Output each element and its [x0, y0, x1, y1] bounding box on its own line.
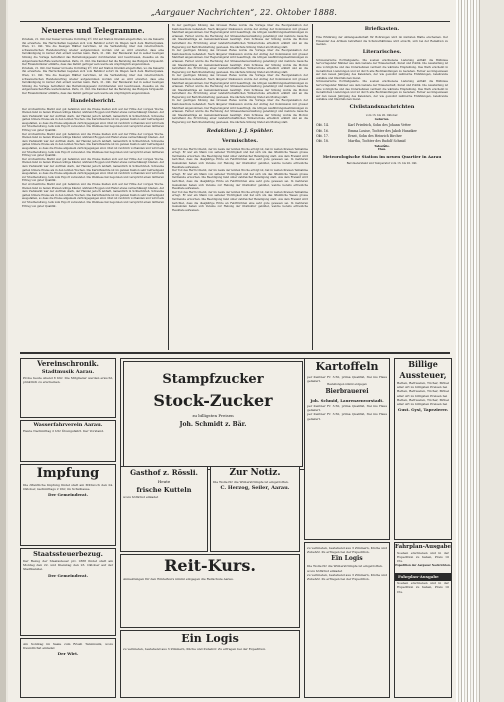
ads-top-rule — [20, 352, 450, 354]
scan-shadow — [0, 0, 6, 702]
editor-signature: Redaktion: J. J. Spühler. — [206, 127, 274, 134]
news-headline: Neueres und Telegramme. — [41, 26, 145, 35]
ad-vaccination: Impfung Die öffentliche Impfung findet statt am Mittwoch den 24. Oktober, nachmittags 2 Uhr, im Schulhause. Der Gemeinderat. — [20, 464, 116, 546]
ad-sugar: Stampfzucker Stock-Zucker zu billigsten Preisen Joh. Schmidt z. Bär. — [120, 358, 306, 470]
registry-row: Okt. 17. Ernst, Sohn des Heinrich Bircher — [316, 133, 402, 138]
newspaper-page — [8, 0, 480, 702]
stacked-page-edges — [456, 0, 480, 702]
registry-row: Okt. 14. Karl Friedrich, Sohn des Johann Vetter — [316, 123, 411, 128]
ad-timetable: Fahrplan-Ausgabe Soeben erschienen und in der Expedition zu haben, Preis 10 Cts. Expedition der Aargauer Nachrichten. Fahrplan-Ausgabe Soeben erschienen und in der Expedition zu haben, Preis 10 Cts. — [394, 542, 452, 698]
trade-text-cont2: Der wöchentliche Markt war gut befahren und die Preise hielten sich auf der Höhe der vorigen Woche. Weizen fand zu festen Preisen willige Käufer, während Roggen und Hafer etwas vernachlässigt blieben. Auf dem Viehmarkt war der Auftrieb stark, der Handel jedoch lebhaft, namentlich in Schlachtvieh. Schweine galten höhere Preise als in den letzten Wochen. Die Kartoffelernte ist im ganzen Kanton sehr befriedigend ausgefallen, so dass die Preise allgemein zurückgegangen sind. Obst ist reichlich vorhanden und wird teils zur Mostbereitung, teils zum Export verwendet. Die Weinlese hat begonnen und verspricht einen mittleren Ertrag von guter Qualität. — [22, 157, 164, 183]
ad-riding-course: Reit-Kurs. Anmeldungen für den Winterkurs nimmt entgegen die Reitschule Aarau. — [120, 554, 300, 628]
ad-rowing-club: Wasserfahrverein Aarau. Heute Nachmittag 2 Uhr Übungsfahrt. Der Vorstand. — [20, 420, 116, 462]
ad-dance: Am Sonntag im Saale zum Rössli Tanzmusik, wozu freundlichst einladet Der Wirt. — [20, 638, 116, 698]
ad-various: zu vermieten, bestehend aus 3 Zimmern, Küche und Zubehör. Zu erfragen bei der Expedition. Ein Logis Die Wolle für die Winterstrümpfe ist eingetroffen. wozu höflichst einladet zu vermieten, bestehend aus 3 Zimmern, Küche und Zubehör. Zu erfragen bei der Expedition. — [304, 542, 390, 698]
ad-inn-roessli: Gasthof z. Rössli. Heute frische Kutteln wozu höflichst einladet — [120, 466, 208, 552]
column-news — [22, 24, 164, 350]
registry-row: Okt. 18. Martha, Tochter des Rudolf Schmid — [316, 139, 406, 144]
registry-row: Okt. 16. Emma Louise, Tochter des Jakob Hunziker — [316, 128, 417, 133]
deaths-label: Todesfälle. — [374, 144, 390, 148]
misc-headline: Vermischtes. — [222, 137, 258, 144]
ad-club-chronicle: Vereinschronik. Stadtmusik Aarau. Probe heute Abend 8 Uhr. Die Mitglieder werden ersucht, pünktlich zu erscheinen. — [20, 358, 116, 418]
trade-text-cont3: Der wöchentliche Markt war gut befahren und die Preise hielten sich auf der Höhe der vorigen Woche. Weizen fand zu festen Preisen willige Käufer, während Roggen und Hafer etwas vernachlässigt blieben. Auf dem Viehmarkt war der Auftrieb stark, der Handel jedoch lebhaft, namentlich in Schlachtvieh. Schweine galten höhere Preise als in den letzten Wochen. Die Kartoffelernte ist im ganzen Kanton sehr befriedigend ausgefallen, so dass die Preise allgemein zurückgegangen sind. Obst ist reichlich vorhanden und wird teils zur Mostbereitung, teils zum Export verwendet. Die Weinlese hat begonnen und verspricht einen mittleren Ertrag von guter Qualität. — [22, 182, 164, 208]
news-text: Potsdam, 21. Okt. Der Kaiser ist heute Vormittag 9¾ Uhr auf Station Dremkli eingetroffen, wo die Kaiserin ihn erwartete. Die Herrschaften begaben sich vom Bahnhof sofort im Wagen nach dem Marmorpalais. Wien, 21. Okt. Wie die hiesigen Blätter berichten, ist die Verhandlung über den österreichisch-schweizerischen Handelsvertrag wieder aufgenommen worden und es wird erwartet, dass eine Verständigung in kurzer Zeit erzielt werden kann. Bern, 21. Okt. Der Bundesrat hat in seiner heutigen Sitzung die Vorlage betreffend das Betreibungsgesetz durchberaten und beschlossen, dieselbe an die eidgenössischen Räte weiterzuleiten. Paris, 21. Okt. Die Kammer hat die Beratung des Budgets fortgesetzt. Der Finanzminister erklärte, dass das Defizit geringer sein werde als ursprünglich angenommen. — [22, 38, 164, 67]
column-notices — [316, 24, 448, 350]
column-divider-2 — [312, 24, 313, 350]
civil-registry-dates: vom 13. bis 20. Oktober. — [365, 113, 399, 117]
news-text-cont: Potsdam, 21. Okt. Der Kaiser ist heute Vormittag 9¾ Uhr auf Station Dremkli eingetroffen, wo die Kaiserin ihn erwartete. Die Herrschaften begaben sich vom Bahnhof sofort im Wagen nach dem Marmorpalais. Wien, 21. Okt. Wie die hiesigen Blätter berichten, ist die Verhandlung über den österreichisch-schweizerischen Handelsvertrag wieder aufgenommen worden und es wird erwartet, dass eine Verständigung in kurzer Zeit erzielt werden kann. Bern, 21. Okt. Der Bundesrat hat in seiner heutigen Sitzung die Vorlage betreffend das Betreibungsgesetz durchberaten und beschlossen, dieselbe an die eidgenössischen Räte weiterzuleiten. Paris, 21. Okt. Die Kammer hat die Beratung des Budgets fortgesetzt. Der Finanzminister erklärte, dass das Defizit geringer sein werde als ursprünglich angenommen. — [22, 66, 164, 95]
local-text-cont2: In der gestrigen Sitzung des Grossen Rates wurde die Vorlage über die Reorganisation der Kantonsschule behandelt. Nach längerer Diskussion wurde der Antrag der Kommission mit grosser Mehrheit angenommen. Der Regierungsrat wird beauftragt, die nötigen Ausführungsbestimmungen zu erlassen. Ferner wurde die Rechnung der Strassenbauverwaltung genehmigt und mehrere Gesuche um Staatsbeiträge an Gemeindestrassen bewilligt. Zum Schlusse der Sitzung wurde die Motion betreffend die Errichtung einer landwirtschaftlichen Winterschule erheblich erklärt und an die Regierung zur Berichterstattung gewiesen. Die nächste Sitzung findet am Montag statt. — [172, 74, 308, 99]
local-text-cont: In der gestrigen Sitzung des Grossen Rates wurde die Vorlage über die Reorganisation der Kantonsschule behandelt. Nach längerer Diskussion wurde der Antrag der Kommission mit grosser Mehrheit angenommen. Der Regierungsrat wird beauftragt, die nötigen Ausführungsbestimmungen zu erlassen. Ferner wurde die Rechnung der Strassenbauverwaltung genehmigt und mehrere Gesuche um Staatsbeiträge an Gemeindestrassen bewilligt. Zum Schlusse der Sitzung wurde die Motion betreffend die Errichtung einer landwirtschaftlichen Winterschule erheblich erklärt und an die Regierung zur Berichterstattung gewiesen. Die nächste Sitzung findet am Montag statt. — [172, 49, 308, 74]
trade-text-cont: Der wöchentliche Markt war gut befahren und die Preise hielten sich auf der Höhe der vorigen Woche. Weizen fand zu festen Preisen willige Käufer, während Roggen und Hafer etwas vernachlässigt blieben. Auf dem Viehmarkt war der Auftrieb stark, der Handel jedoch lebhaft, namentlich in Schlachtvieh. Schweine galten höhere Preise als in den letzten Wochen. Die Kartoffelernte ist im ganzen Kanton sehr befriedigend ausgefallen, so dass die Preise allgemein zurückgegangen sind. Obst ist reichlich vorhanden und wird teils zur Mostbereitung, teils zum Export verwendet. Die Weinlese hat begonnen und verspricht einen mittleren Ertrag von guter Qualität. — [22, 132, 164, 158]
column-local — [172, 24, 308, 350]
ad-potatoes: Kartoffeln per Zentner Fr. 3.50, prima Qualität, frei ins Haus geliefert. Bestellungen nimmt entgegen Bierbrauerei Joh. Schmid, Laurenzenvorstadt. per Zentner Fr. 3.50, prima Qualität, frei ins Haus geliefert. per Zentner Fr. 3.50, prima Qualität, frei ins Haus geliefert. — [304, 358, 390, 540]
dark-banner: Fahrplan-Ausgabe — [395, 573, 451, 581]
literature-text: Schweizerische Portraitgalerie. Die soeben erschienene Lieferung enthält die Bildnisse hervorragender Männer aus dem Gebiete der Wissenschaft, Kunst und Politik. Die Ausstattung ist eine vorzügliche und das Unternehmen verdient die wärmste Empfehlung. Das Werk erscheint in monatlichen Lieferungen und ist durch alle Buchhandlungen zu beziehen. Ferner sei hingewiesen auf den neuen Jahrgang des Kalenders, der wie gewohnt zahlreiche Erzählungen, belehrende Aufsätze und Illustrationen bietet. — [316, 58, 448, 80]
marriages-label: Ehen. — [377, 148, 387, 152]
ad-tax-collection: Staatssteuerbezug. Der Bezug der Staatssteuer pro 1888 findet statt am Montag den 22. und Dienstag den 23. Oktober auf der Stadtkanzlei. Der Gemeinderat. — [20, 548, 116, 636]
ad-apartment: Ein Logis zu vermieten, bestehend aus 3 Zimmern, Küche und Zubehör. Zu erfragen bei der Expedition. — [120, 630, 300, 698]
literature-headline: Literarisches. — [362, 48, 402, 55]
local-text: In der gestrigen Sitzung des Grossen Rates wurde die Vorlage über die Reorganisation der Kantonsschule behandelt. Nach längerer Diskussion wurde der Antrag der Kommission mit grosser Mehrheit angenommen. Der Regierungsrat wird beauftragt, die nötigen Ausführungsbestimmungen zu erlassen. Ferner wurde die Rechnung der Strassenbauverwaltung genehmigt und mehrere Gesuche um Staatsbeiträge an Gemeindestrassen bewilligt. Zum Schlusse der Sitzung wurde die Motion betreffend die Errichtung einer landwirtschaftlichen Winterschule erheblich erklärt und an die Regierung zur Berichterstattung gewiesen. Die nächste Sitzung findet am Montag statt. — [172, 24, 308, 49]
ad-dowry: Billige Aussteuer, Betten, Bettwaren, Tücher, Möbel aller Art zu billigsten Preisen bei Betten, Bettwaren, Tücher, Möbel aller Art zu billigsten Preisen bei Betten, Bettwaren, Tücher, Möbel aller Art zu billigsten Preisen bei Gust. Gysi, Tapezierer. — [394, 358, 452, 540]
page-title: „Aargauer Nachrichten“, 22. Oktober 1888. — [150, 8, 338, 17]
mailbox-headline: Briefkasten. — [364, 26, 400, 32]
trade-text: Der wöchentliche Markt war gut befahren und die Preise hielten sich auf der Höhe der vorigen Woche. Weizen fand zu festen Preisen willige Käufer, während Roggen und Hafer etwas vernachlässigt blieben. Auf dem Viehmarkt war der Auftrieb stark, der Handel jedoch lebhaft, namentlich in Schlachtvieh. Schweine galten höhere Preise als in den letzten Wochen. Die Kartoffelernte ist im ganzen Kanton sehr befriedigend ausgefallen, so dass die Preise allgemein zurückgegangen sind. Obst ist reichlich vorhanden und wird teils zur Mostbereitung, teils zum Export verwendet. Die Weinlese hat begonnen und verspricht einen mittleren Ertrag von guter Qualität. — [22, 107, 164, 133]
civil-registry-list — [316, 123, 448, 145]
misc-text: Der Tod des Herrn Oberst, der im Laufe der letzten Woche erfolgt ist, hat in weiten Kreisen Teilnahme erregt. Er war ein Mann von seltener Tüchtigkeit und hat sich um das öffentliche Wesen grosse Verdienste erworben. Die Beerdigung fand unter zahlreicher Beteiligung statt. Aus dem Freiamt wird berichtet, dass die diesjährige Ernte an Feldfrüchten eine sehr gute gewesen sei. In mehreren Gemeinden haben sich Vereine zur Hebung der Obstkultur gebildet, welche bereits erfreuliche Resultate aufweisen. — [172, 147, 308, 169]
literature-text-cont: Schweizerische Portraitgalerie. Die soeben erschienene Lieferung enthält die Bildnisse hervorragender Männer aus dem Gebiete der Wissenschaft, Kunst und Politik. Die Ausstattung ist eine vorzügliche und das Unternehmen verdient die wärmste Empfehlung. Das Werk erscheint in monatlichen Lieferungen und ist durch alle Buchhandlungen zu beziehen. Ferner sei hingewiesen auf den neuen Jahrgang des Kalenders, der wie gewohnt zahlreiche Erzählungen, belehrende Aufsätze und Illustrationen bietet. — [316, 80, 448, 102]
header-rule — [20, 21, 450, 22]
mailbox-text: Eine Erklärung der Aktiengesellschaft für Bohrungen wird im nächsten Blatte erscheinen. Der Einsender des Artikels betreffend die Schulverhältnisse wird ersucht, sich bei der Redaktion zu melden. — [316, 36, 448, 47]
misc-text-cont: Der Tod des Herrn Oberst, der im Laufe der letzten Woche erfolgt ist, hat in weiten Kreisen Teilnahme erregt. Er war ein Mann von seltener Tüchtigkeit und hat sich um das öffentliche Wesen grosse Verdienste erworben. Die Beerdigung fand unter zahlreicher Beteiligung statt. Aus dem Freiamt wird berichtet, dass die diesjährige Ernte an Feldfrüchten eine sehr gute gewesen sei. In mehreren Gemeinden haben sich Vereine zur Hebung der Obstkultur gebildet, welche bereits erfreuliche Resultate aufweisen. — [172, 169, 308, 191]
local-text-cont3: In der gestrigen Sitzung des Grossen Rates wurde die Vorlage über die Reorganisation der Kantonsschule behandelt. Nach längerer Diskussion wurde der Antrag der Kommission mit grosser Mehrheit angenommen. Der Regierungsrat wird beauftragt, die nötigen Ausführungsbestimmungen zu erlassen. Ferner wurde die Rechnung der Strassenbauverwaltung genehmigt und mehrere Gesuche um Staatsbeiträge an Gemeindestrassen bewilligt. Zum Schlusse der Sitzung wurde die Motion betreffend die Errichtung einer landwirtschaftlichen Winterschule erheblich erklärt und an die Regierung zur Berichterstattung gewiesen. Die nächste Sitzung findet am Montag statt. — [172, 99, 308, 125]
civil-registry-headline: Civilstandsnachrichten — [349, 103, 415, 110]
ad-notice: Zur Notiz. Die Wolle für die Winterstrümpfe ist eingetroffen. C. Herzog, Seiler, Aarau. — [210, 466, 300, 552]
trade-headline: Handelsbericht. — [70, 97, 116, 104]
weather-note: Barometerstand und Temperatur vom 13. bis 20. Okt. — [346, 161, 418, 165]
weather-headline: Meteorologische Station im neuen Quartier in Aarau — [322, 153, 442, 159]
misc-text-cont2: Der Tod des Herrn Oberst, der im Laufe der letzten Woche erfolgt ist, hat in weiten Kreisen Teilnahme erregt. Er war ein Mann von seltener Tüchtigkeit und hat sich um das öffentliche Wesen grosse Verdienste erworben. Die Beerdigung fand unter zahlreicher Beteiligung statt. Aus dem Freiamt wird berichtet, dass die diesjährige Ernte an Feldfrüchten eine sehr gute gewesen sei. In mehreren Gemeinden haben sich Vereine zur Hebung der Obstkultur gebildet, welche bereits erfreuliche Resultate aufweisen. — [172, 190, 308, 212]
column-divider-1 — [168, 24, 169, 350]
births-label: Geburten. — [374, 117, 390, 121]
